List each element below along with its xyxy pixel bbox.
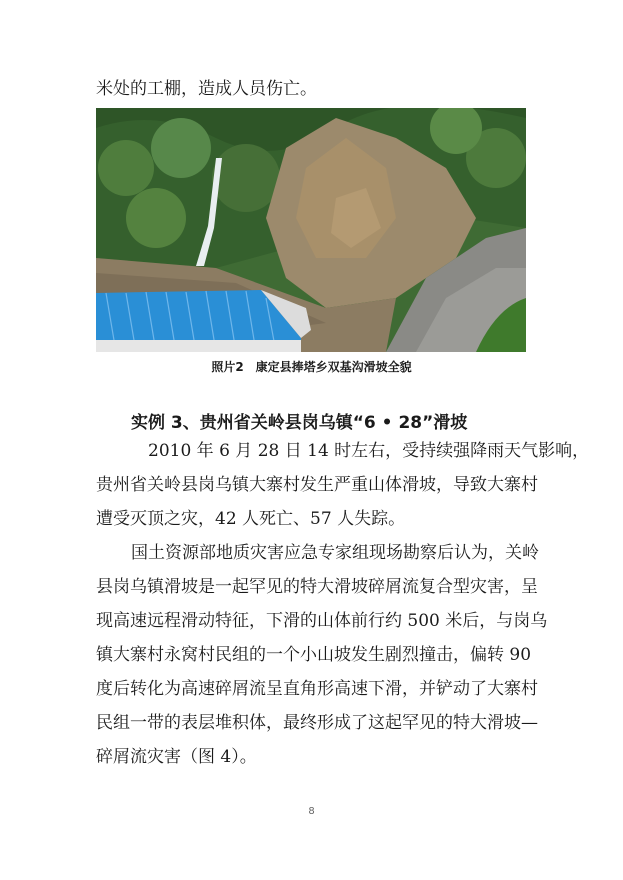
- paragraph-1-line-1: 2010 年 6 月 28 日 14 时左右，受持续强降雨天气影响，: [148, 441, 590, 461]
- top-text-line: 米处的工棚，造成人员伤亡。: [96, 79, 317, 99]
- paragraph-2-line-4: 镇大寨村永窝村民组的一个小山坡发生剧烈撞击，偏转 90: [96, 645, 532, 665]
- paragraph-1-line-3: 遭受灭顶之灾，42 人死亡、57 人失踪。: [96, 509, 406, 529]
- section-heading: 实例 3、贵州省关岭县岗乌镇“6 • 28”滑坡: [131, 413, 468, 433]
- paragraph-2-line-1: 国土资源部地质灾害应急专家组现场勘察后认为，关岭: [131, 543, 539, 563]
- paragraph-2-line-6: 民组一带的表层堆积体，最终形成了这起罕见的特大滑坡—: [96, 713, 538, 733]
- paragraph-2-line-3: 现高速远程滑动特征，下滑的山体前行约 500 米后，与岗乌: [96, 611, 548, 631]
- page-number: 8: [308, 806, 315, 817]
- paragraph-2-line-7: 碎屑流灾害（图 4）。: [96, 747, 257, 767]
- paragraph-1-line-2: 贵州省关岭县岗乌镇大寨村发生严重山体滑坡，导致大寨村: [96, 475, 538, 495]
- photo-caption: 照片2 康定县捧塔乡双基沟滑坡全貌: [211, 360, 412, 374]
- paragraph-2-line-5: 度后转化为高速碎屑流呈直角形高速下滑，并铲动了大寨村: [96, 679, 538, 699]
- landslide-photo: [96, 108, 526, 352]
- paragraph-2-line-2: 县岗乌镇滑坡是一起罕见的特大滑坡碎屑流复合型灾害，呈: [96, 577, 538, 597]
